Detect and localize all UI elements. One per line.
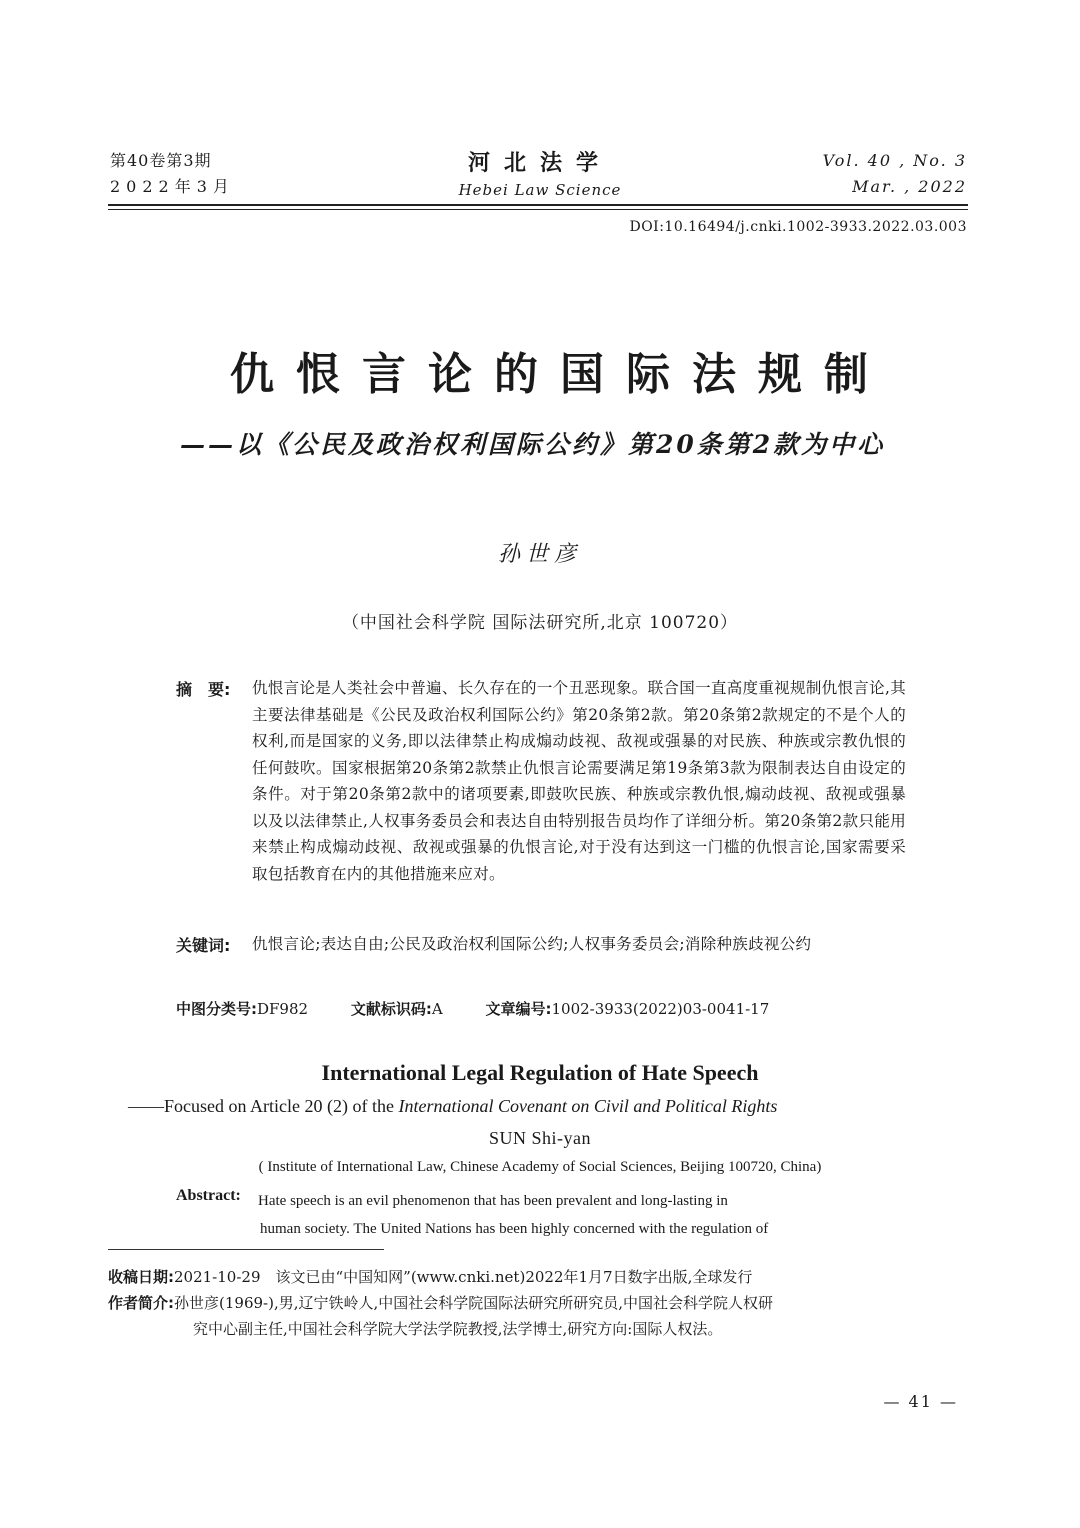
article-no-value: 1002-3933(2022)03-0041-17 — [551, 1000, 770, 1018]
header-rule-thick — [108, 204, 968, 206]
classification-row — [176, 998, 807, 1019]
keywords-text: 仇恨言论;表达自由;公民及政治权利国际公约;人权事务委员会;消除种族歧视公约 — [252, 935, 812, 953]
english-abstract-line1: Hate speech is an evil phenomenon that has been prevalent and long-lasting in — [258, 1193, 728, 1209]
article-subtitle: ——以《公民及政治权利国际公约》第20条第2款为中心 — [180, 430, 886, 459]
english-abstract-label: Abstract: — [176, 1187, 241, 1204]
volume-issue: 第40卷第3期 — [110, 151, 212, 170]
article-no-label: 文章编号: — [485, 1000, 552, 1018]
doc-code-value: A — [431, 1000, 443, 1018]
article-title: 仇恨言论的国际法规制 — [230, 349, 890, 400]
received-label: 收稿日期: — [108, 1268, 174, 1286]
english-subtitle — [128, 1096, 777, 1117]
author-bio-line2: 究中心副主任,中国社会科学院大学法学院教授,法学博士,研究方向:国际人权法。 — [193, 1320, 723, 1338]
author-bio — [108, 1292, 773, 1313]
author-bio-label: 作者简介: — [108, 1294, 174, 1312]
doc-code-label: 文献标识码: — [350, 1000, 432, 1018]
header-rule-thin — [108, 209, 968, 210]
author-bio-line1: 孙世彦(1969-),男,辽宁铁岭人,中国社会科学院国际法研究所研究员,中国社会科学院人权研 — [174, 1294, 774, 1312]
english-abstract — [260, 1187, 902, 1243]
english-subtitle-covenant: International Covenant on Civil and Political Rights — [398, 1096, 778, 1116]
issue-date-en: Mar. , 2022 — [852, 177, 967, 196]
english-affiliation: ( Institute of International Law, Chinese Academy of Social Sciences, Beijing 100720, China) — [258, 1159, 822, 1175]
footnote-rule — [108, 1249, 384, 1250]
english-author: SUN Shi-yan — [488, 1128, 591, 1148]
volume-issue-en: Vol. 40 , No. 3 — [822, 151, 967, 170]
received-text: 2021-10-29 该文已由“中国知网”(www.cnki.net)2022年1月7日数字出版,全球发行 — [174, 1268, 753, 1286]
english-subtitle-prefix: ——Focused on Article 20 (2) of the — [128, 1096, 399, 1116]
journal-name-en: Hebei Law Science — [458, 181, 622, 199]
issue-date: 2022年3月 — [110, 177, 235, 196]
journal-volume-info-en — [823, 148, 967, 200]
article-author: 孙世彦 — [497, 542, 582, 567]
english-abstract-line2: human society. The United Nations has been highly concerned with the regulation of — [260, 1221, 769, 1237]
doi: DOI:10.16494/j.cnki.1002-3933.2022.03.003 — [629, 219, 967, 235]
author-affiliation: （中国社会科学院 国际法研究所,北京 100720） — [341, 613, 739, 633]
english-title: International Legal Regulation of Hate Speech — [321, 1060, 759, 1085]
clc-label: 中图分类号: — [176, 1000, 257, 1018]
page-number: — 41 — — [883, 1392, 958, 1411]
abstract-text: 仇恨言论是人类社会中普遍、长久存在的一个丑恶现象。联合国一直高度重视规制仇恨言论,其主要法律基础是《公民及政治权利国际公约》第20条第2款。第20条第2款规定的不是个人的权利,而是国家的义务,即以法律禁止构成煽动歧视、敌视或强暴的对民族、种族或宗教仇恨的任何鼓吹。国家根据第20条第2款禁止仇恨言论需要满足第19条第3款为限制表达自由设定的条件。对于第20条第2款中的诸项要素,即鼓吹民族、种族或宗教仇恨,煽动歧视、敌视或强暴以及以法律禁止,人权事务委员会和表达自由特别报告员均作了详细分析。第20条第2款只能用来禁止构成煽动歧视、敌视或强暴的仇恨言论,对于没有达到这一门槛的仇恨言论,国家需要采取包括教育在内的其他措施来应对。 — [252, 679, 906, 883]
received-date — [108, 1266, 752, 1287]
abstract-label: 摘 要: — [176, 680, 231, 699]
journal-name-cn: 河北法学 — [467, 151, 612, 176]
clc-value: DF982 — [257, 1000, 309, 1018]
keywords-label: 关键词: — [176, 936, 231, 955]
